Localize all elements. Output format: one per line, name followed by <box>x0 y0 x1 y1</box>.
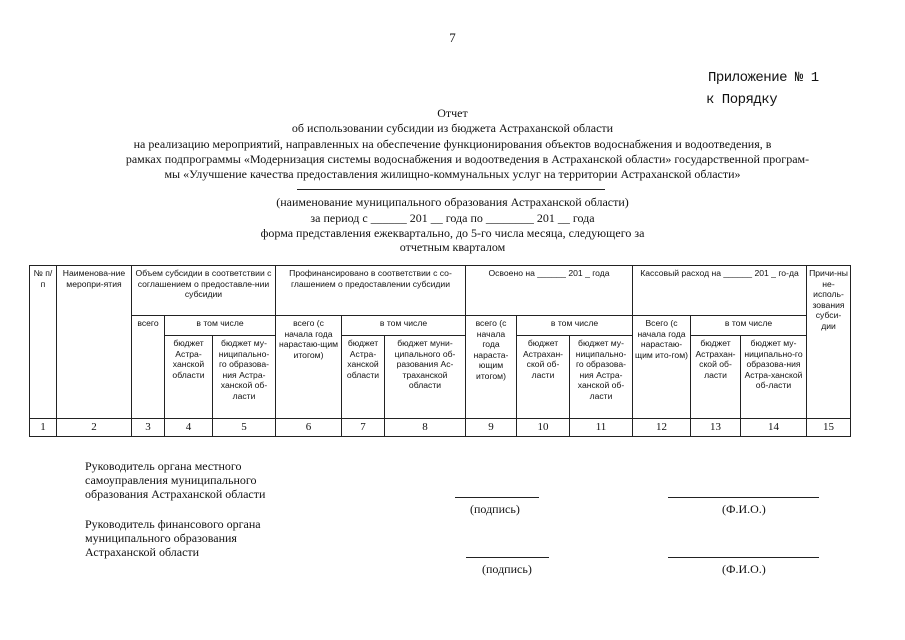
header-regional-budget: бюджет Астрахан-ской об-ласти <box>517 336 570 419</box>
header-regional-budget: бюджет Астрахан-ской об-ласти <box>691 336 741 419</box>
header-including: в том числе <box>691 316 807 336</box>
header-activity-name: Наименова-ние меропри-ятия <box>57 266 132 419</box>
municipality-caption: (наименование муниципального образования Астраханской области) <box>276 195 629 209</box>
header-total-cumulative: всего (с начала года нарастаю-щим итогом) <box>276 316 342 419</box>
label-line: Астраханской области <box>85 545 200 559</box>
column-numbers-row <box>30 419 851 437</box>
header-number: № п/п <box>30 266 57 419</box>
signature-caption: (подпись) <box>482 562 532 576</box>
signature-caption: (подпись) <box>470 502 520 516</box>
finance-body-head-label <box>85 517 261 559</box>
header-including: в том числе <box>517 316 633 336</box>
signature-line <box>455 497 539 498</box>
report-description-line-1: на реализацию мероприятий, направленных на обеспечение функционирования объектов водоснабжения и водоотведения, в <box>133 137 772 151</box>
report-table <box>29 265 851 437</box>
column-number: 15 <box>807 419 851 437</box>
column-number: 2 <box>57 419 132 437</box>
municipality-blank-line <box>297 189 605 190</box>
full-name-line <box>668 557 819 558</box>
appendix-title: Приложение № 1 <box>708 70 819 86</box>
header-mastered: Освоено на ______ 201 _ года <box>466 266 633 316</box>
report-description-line-3: мы «Улучшение качества предоставления жилищно-коммунальных услуг на территории Астраханской области» <box>164 167 741 181</box>
column-number: 13 <box>691 419 741 437</box>
label-line: образования Астраханской области <box>85 487 266 501</box>
local-government-head-label <box>85 459 265 501</box>
header-regional-budget: бюджет Астра-ханской области <box>165 336 213 419</box>
header-municipal-budget: бюджет му-ниципально-го образова-ния Астра-ханской об-ласти <box>570 336 633 419</box>
column-number: 14 <box>741 419 807 437</box>
column-number: 9 <box>466 419 517 437</box>
header-reasons: Причи-ны не-исполь-зования субси-дии <box>807 266 851 419</box>
full-name-line <box>668 497 819 498</box>
column-number: 7 <box>342 419 385 437</box>
signature-line <box>466 557 549 558</box>
header-subsidy-volume: Объем субсидии в соответствии с соглашением о предоставле-нии субсидии <box>132 266 276 316</box>
column-number: 11 <box>570 419 633 437</box>
header-municipal-budget: бюджет му-ниципально-го образова-ния Астра-ханской об-ласти <box>741 336 807 419</box>
column-number: 1 <box>30 419 57 437</box>
header-total-cumulative: Всего (с начала года нарастаю-щим ито-гом) <box>633 316 691 419</box>
column-number: 5 <box>213 419 276 437</box>
header-including: в том числе <box>342 316 466 336</box>
header-total-cumulative: всего (с начала года нараста-ющим итогом) <box>466 316 517 419</box>
header-financed: Профинансировано в соответствии с со-глашением о предоставлении субсидии <box>276 266 466 316</box>
label-line: Руководитель финансового органа <box>85 517 261 531</box>
header-including: в том числе <box>165 316 276 336</box>
label-line: Руководитель органа местного <box>85 459 242 473</box>
full-name-caption: (Ф.И.О.) <box>722 562 766 576</box>
full-name-caption: (Ф.И.О.) <box>722 502 766 516</box>
column-number: 6 <box>276 419 342 437</box>
label-line: муниципального образования <box>85 531 237 545</box>
column-number: 8 <box>385 419 466 437</box>
report-description-line-2: рамках подпрограммы «Модернизация системы водоснабжения и водоотведения в Астраханской области» государственной програм- <box>125 152 810 166</box>
column-number: 12 <box>633 419 691 437</box>
appendix-subtitle: к Порядку <box>706 92 778 108</box>
header-municipal-budget: бюджет муни-ципального об-разования Ас-траханской области <box>385 336 466 419</box>
column-number: 3 <box>132 419 165 437</box>
column-number: 10 <box>517 419 570 437</box>
submission-format-continued: отчетным кварталом <box>399 240 506 254</box>
report-subtitle: об использовании субсидии из бюджета Астраханской области <box>291 121 614 135</box>
report-period: за период с ______ 201 __ года по ________ 201 __ года <box>310 211 595 225</box>
header-municipal-budget: бюджет му-ниципально-го образова-ния Астра-ханской об-ласти <box>213 336 276 419</box>
submission-format: форма представления ежеквартально, до 5-го числа месяца, следующего за <box>260 226 645 240</box>
header-regional-budget: бюджет Астра-ханской области <box>342 336 385 419</box>
page-number: 7 <box>449 30 456 45</box>
report-title: Отчет <box>437 106 468 120</box>
header-cash-expense: Кассовый расход на ______ 201 _ го-да <box>633 266 807 316</box>
column-number: 4 <box>165 419 213 437</box>
header-total: всего <box>132 316 165 419</box>
label-line: самоуправления муниципального <box>85 473 257 487</box>
